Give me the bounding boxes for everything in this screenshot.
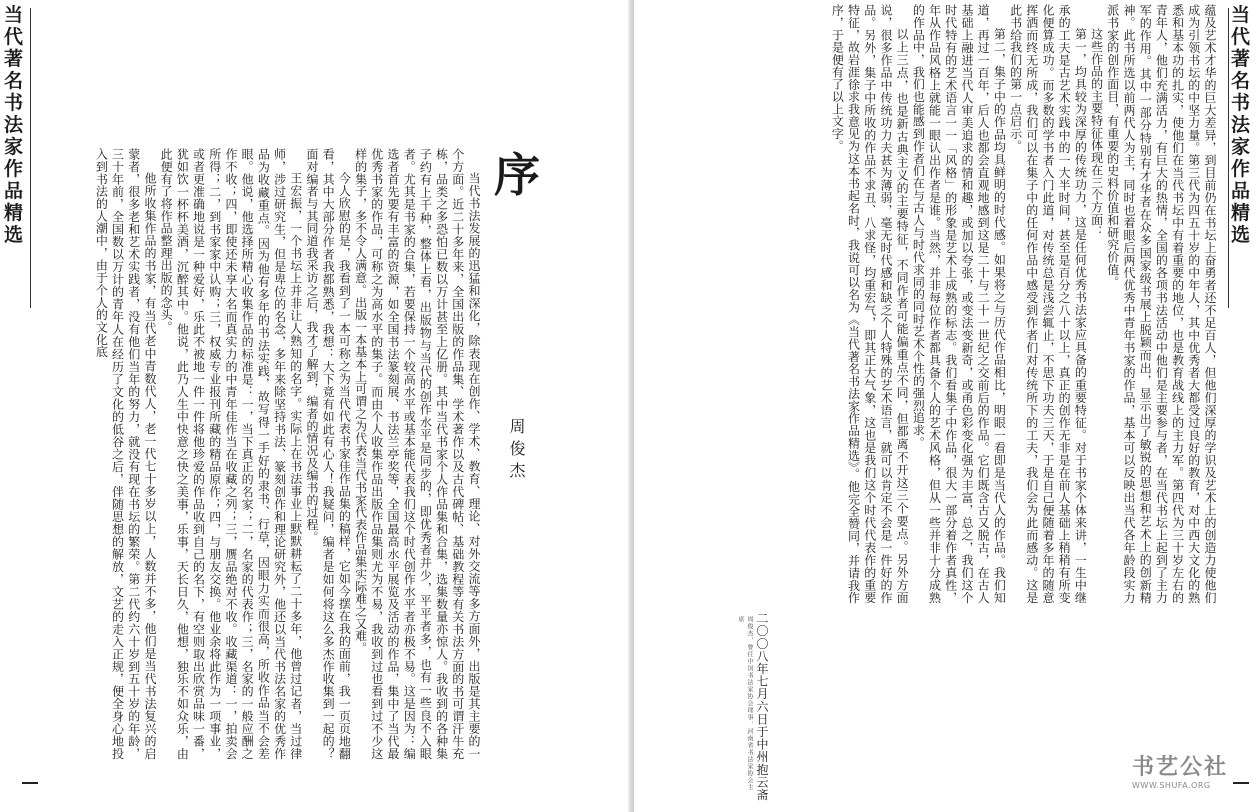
paragraph: 他所收集作品的书家，有当代老中青数代人，老一代七十多岁以上，人数并不多，他们是当代书法复兴的启蒙者，很多老和艺术实践者，没有他们当年的努力，就没有现在书坛的繁荣。第二代约六十岁到五十岁的年龄，三十年前，全国数以万计的青年人在经历了文化的低谷之后，伴随思想的解放，文艺的走入正规，便全身心地投入到书法的人潮中，由于个人的文化底 — [94, 148, 157, 760]
paragraph: 第二，集子中的作品均具鲜明的时代感。如果将之与历代作品相比，明眼一看即是当代人的作品。我们知道，再过一百年，后人也都会直观地感到这是二十与二十一世纪之交前后的作品。它们既含古又脱古，在古人基础上融进当代人审美追求的情和趣，或加以夸张，或变法变新奇，或甬色彩变化强为丰富，总之，我们这个时代特有的艺术语言一一「风格」的形象是艺术上成熟的标志。我们看集子中作品，很大一部分着作者真性，年从作品风格上就能一眼认出作者是谁。当然，并非每位作者都具备个人的艺术风格，但从一些并非十分成熟的作品中，我们也能感到作者们在与古人与时代求同的同时艺术个性的强烈追求。 — [911, 4, 1007, 604]
right-page — [634, 0, 1259, 812]
paragraph: 王宏振，一个书坛上并非让人熟知的名字。实际上在书法事业上默默耕耘了二十多年，他曾过记者，当过律师，涉过研究生，但是卑位的名念，多年来除坚持书法、篆刻创作和理论研究外，他还以当代书法名家的优秀作品为收藏重点。因为他有多年的书法实践，故写得一手好的隶书、行草，因眼力实而很高，所收作品当不会差眼。他说，他选择所精心收集作品的标准是：一，当下真正的名家；二，名家的代表作；三，名家的一般应酬之作不收；四，即使还未享大名而真实力的中青年佳作当在收藏之列；三，赝品绝对不收。收藏渠道：一，拍卖会所得；二，到书家家中认购；三，权威专业报刊所藏的精品原作；四，与朋友交换。他业余将此作为一项事业，或者更准确地说是一种爱好，乐此不被地一件一件将他珍爱的作品收到自己的名下，有空则取出欣赏品味一番，犹如饮一杯杯美酒，沉醉其中。他说，此乃人生中快意之快之美事，乐事，天长日久，他想，独乐不如众乐，由此便有了将作品整理出版的念头。 — [159, 148, 303, 760]
preface-date: 二〇〇八年七月六日于中州抱云斋 — [755, 612, 769, 801]
running-title-rule-right — [1228, 8, 1229, 308]
preface-title: 序 — [494, 148, 540, 202]
running-title-right: 当代著名书法家作品精选 — [1231, 4, 1251, 246]
paragraph: 这些作品的主要特征体现在三个方面： — [1089, 28, 1104, 238]
running-title-left: 当代著名书法家作品精选 — [4, 4, 24, 246]
preface-body-left — [80, 148, 482, 760]
page-number-left — [22, 782, 38, 784]
paragraph: 以上三点，也是新古典主义的主要特征，不同作者可能偏重点不同，但都离不开这三个要点。另外方面说，很多作品中传统功力夫甚为薄弱，毫无时代感和缺乏个人特殊的艺术语言，就可以肯定不会是一件好的作品。另外，集子中所收的作品不求丑、八求怪，均重宏气，即其正大气象，这也是我们这个时代代表作的重要特征，故岩涯徐求我意见为这本书起名时，我说可以名为《当代著名书法家作品精选》。他完全赞同，并请我作序，于是便有了以上文字。 — [830, 4, 910, 604]
paragraph: 第一，均具较为深厚的传统功力，这是任何优秀书法家应具备的重要特征。对于书家个体来讲，一生中继承的工夫是古艺术实践中的一大半时间，甚至是百分之八十以上，真正的创作无非是在前人基础上稍稍有所变化便算成功。而多数的学书者入门此道，对传统总是浅尝辄止，不思下功夫三天，于是自己便随着多年的随意挥洒而终无所成，我们可以在集子中的任何作品中感受到作者们对传统所下的工夫，我们会为此而感动。这是此书给我们的第一点启示。 — [1008, 4, 1088, 604]
page-number-right — [1233, 782, 1249, 784]
running-title-rule-left — [30, 8, 31, 308]
watermark-text: 书艺公社 — [1132, 754, 1229, 780]
paragraph: 今人欣慰的是，我看到了一本可称之为当代代表书家佳作品集的稿样，它如今摆在我的面前，我一页页地翻看，其中大部分作者我都熟悉，我想：大下竟有如此有心人！我疑问，编者是如何将这么多杰作收集到一起的？面对编者与其同道我采访之后，我才了解到，编者的情况及编书的过程。 — [304, 148, 352, 760]
watermark-url: WWW.SHUFA.ORG — [1132, 781, 1211, 790]
paragraph: 当代书法发展的迅猛和深化，除表现在创作、学术、教育、理论、对外交流等多方面外，出版是其主要的一个方面。近二十多年来，全国出版的作品集、学术著作以及古代碑帖、基础教程等有关书法方面的书可谓汗牛充栋，品类之多恐怕已数以万计甚至上亿册。其中当代书家个人作品集和合集，选集数量亦惊人。我收到的各种集子约有上千种，整体上看，出版物与当代的创作水平是同步的，即优秀者并少，平平者多，也有一些良不入眼者。尤其是书家的合集，若要保持一个较高水平或基本能代表我们这个时代创作水平者亦极不易。这是因为：编选者首先要有丰富的资源，如全国书法篆刻展、书法兰亭奖等，全国最高水平展览及活动的作品，集中了当代最优秀书家的作品，可称之为高水平的集子。而由个人收集作品出版作品集则尤为不易，我收到过也看到过不少这样的集子，多不令人满意。出版一本基本上可谓之为代表当代书家代表作品集实际难之又难。 — [353, 148, 481, 760]
author-note: 周俊杰，曾任中国书法家协会理事、河南省书法家协会主席 — [737, 616, 753, 791]
watermark-logo — [1132, 750, 1228, 790]
paragraph: 蕴及艺术才华的巨大差异，到目前仍在书坛上奋勇者还不足百人，但他们深厚的学识及艺术上的创造力使他们成为引领书坛的中坚力量。第三代为四五十岁的中年人，其中优秀者大都受过良好的教育，对中西大文化的熟悉和基本功的扎实，使他们在当代书坛中有着重要的地位，也是教育战线上的主力军。第四代为三十岁左右的青年人，他们充满活力，有巨大的热情，全国的各项书法活动中他们是主要参与者，在当代书坛上起到了主力军的作用。其中一部分特别有才华者在众多国家级书展上脱颖而出，显示出了敏锐的思想和艺术上的创新精神。此书所选以前两代人为主，同时也着眼后两代优秀中青年书家的作品，基本可以反映出当代各年龄段实力派书家的创作面目，有重要的史料价值和研究价值。 — [1105, 4, 1217, 604]
preface-body-right — [762, 4, 1218, 604]
preface-author: 周俊杰 — [507, 418, 526, 484]
